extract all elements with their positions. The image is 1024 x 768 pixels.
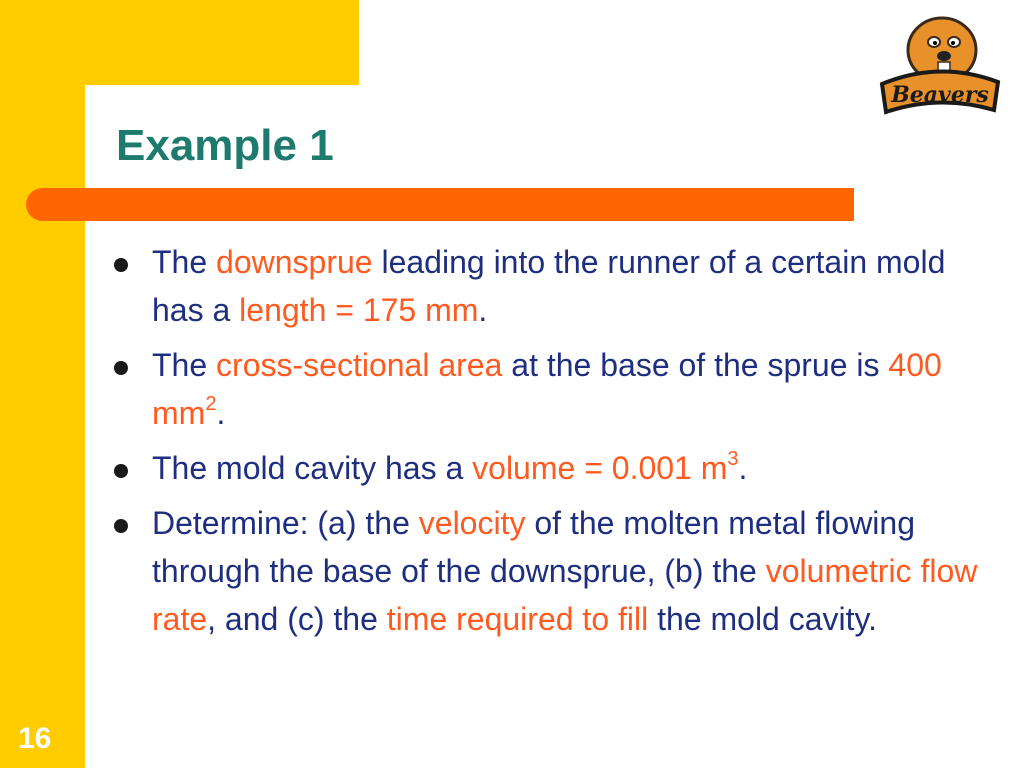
beavers-logo bbox=[876, 14, 1004, 120]
bullet-text: Determine: (a) the velocity of the molten metal flowing through the base of the downsprue, (b) the volumetric flow rate, and (c) the time required to fill the mold cavity. bbox=[152, 505, 978, 637]
left-yellow-band bbox=[0, 0, 85, 768]
top-yellow-band bbox=[85, 0, 359, 85]
bullet-dot-icon bbox=[114, 258, 128, 272]
logo-text: Beavers bbox=[891, 82, 989, 108]
bullet-dot-icon bbox=[114, 519, 128, 533]
bullet-list bbox=[114, 238, 994, 650]
bullet-dot-icon bbox=[114, 464, 128, 478]
bullet-text: The cross-sectional area at the base of the sprue is 400 $mm^2$. bbox=[152, 347, 942, 431]
bullet-item bbox=[114, 444, 994, 492]
title-underline-bar bbox=[26, 188, 854, 221]
slide-title: Example 1 bbox=[116, 121, 334, 170]
bullet-text: The downsprue leading into the runner of a certain mold has a length = 175 mm. bbox=[152, 244, 946, 328]
page-number: 16 bbox=[18, 722, 52, 755]
bullet-item bbox=[114, 341, 994, 437]
bullet-item bbox=[114, 238, 994, 334]
bullet-dot-icon bbox=[114, 361, 128, 375]
bullet-text: The mold cavity has a volume = 0.001 $m^3$. bbox=[152, 448, 748, 486]
bullet-item bbox=[114, 499, 994, 643]
